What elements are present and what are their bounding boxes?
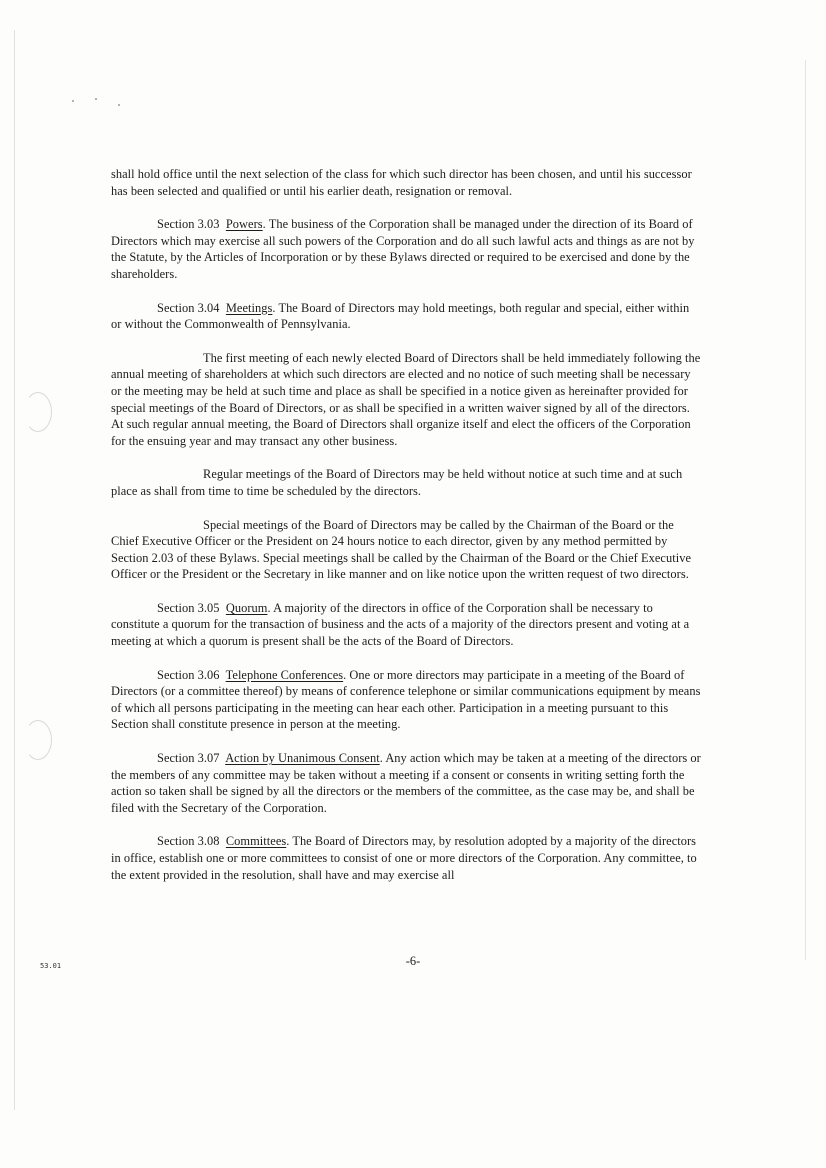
paragraph-regular-meetings (111, 466, 701, 499)
paragraph-text: The first meeting of each newly elected Board of Directors shall be held immediately following the annual meeting of shareholders at which such directors are elected and no notice of such meeting shall be necessary or the meeting may be held at such time and place as shall be specified in a notice given as hereinafter provided for special meetings of the Board of Directors, or as shall be specified in a written waiver signed by all of the directors. At such regular annual meeting, the Board of Directors shall organize itself and elect the officers of the Corporation for the ensuing year and may transact any other business. (111, 350, 701, 448)
section-heading: Quorum (225, 600, 268, 615)
paragraph-text: . The Board of Directors may, by resolution adopted by a majority of the directors in office, establish one or more committees to consist of one or more directors of the Corporation. Any committee, to the extent provided in the resolution, shall have and may exercise all (111, 834, 697, 882)
paragraph-section-3-07 (111, 750, 701, 816)
document-code: 53.01 (40, 962, 62, 970)
paragraph-text: . The business of the Corporation shall be managed under the direction of its Board of Directors which may exercise all such powers of the Corporation and do all such lawful acts and things as are not by the Statute, by the Articles of Incorporation or by these Bylaws directed or required to be exercised and done by the shareholders. (111, 217, 695, 281)
section-label: Section 3.03 (157, 217, 220, 232)
scan-speck (118, 104, 120, 106)
section-label: Section 3.04 (157, 300, 220, 315)
section-heading: Action by Unanimous Consent (225, 751, 380, 766)
paragraph-continued (111, 166, 701, 199)
paragraph-text: . A majority of the directors in office of the Corporation shall be necessary to constitute a quorum for the transaction of business and the acts of a majority of the directors present and voting at a meeting at which a quorum is present shall be the acts of the Board of Directors. (111, 600, 690, 649)
paragraph-text: shall hold office until the next selection of the class for which such director has been chosen, and until his successor has been selected and qualified or until his earlier death, resignation or removal. (111, 167, 692, 198)
section-heading: Telephone Conferences (225, 667, 344, 682)
document-body (111, 166, 701, 900)
paragraph-special-meetings (111, 517, 701, 583)
section-label: Section 3.05 (157, 600, 220, 615)
section-label: Section 3.06 (157, 667, 220, 682)
section-heading: Committees (225, 834, 287, 849)
paragraph-section-3-05 (111, 600, 701, 650)
paragraph-section-3-06 (111, 667, 701, 733)
page-number: -6- (405, 954, 421, 968)
paragraph-first-meeting (111, 350, 701, 450)
paragraph-section-3-03 (111, 216, 701, 282)
section-label: Section 3.08 (157, 834, 220, 849)
paragraph-section-3-08 (111, 833, 701, 883)
section-heading: Powers (225, 217, 263, 232)
paragraph-section-3-04 (111, 300, 701, 333)
section-heading: Meetings (225, 300, 273, 315)
paragraph-text: . The Board of Directors may hold meetings, both regular and special, either within or without the Commonwealth of Pennsylvania. (111, 300, 690, 332)
paragraph-text: . Any action which may be taken at a meeting of the directors or the members of any committee may be taken without a meeting if a consent or consents in writing setting forth the action so taken shall be signed by all the directors or the members of the committee, as the case may be, and shall be filed with the Secretary of the Corporation. (111, 751, 701, 815)
punch-hole-mark (24, 392, 52, 432)
punch-hole-mark (24, 720, 52, 760)
section-label: Section 3.07 (157, 751, 220, 766)
scan-speck (95, 98, 97, 100)
scan-edge-right (805, 60, 806, 960)
paragraph-text: . One or more directors may participate in a meeting of the Board of Directors (or a committee thereof) by means of conference telephone or similar communications equipment by means of which all persons participating in the meeting can hear each other. Participation in a meeting pursuant to this Section shall constitute presence in person at the meeting. (111, 667, 701, 732)
scan-speck (72, 100, 74, 102)
paragraph-text: Special meetings of the Board of Directors may be called by the Chairman of the Board or the Chief Executive Officer or the President on 24 hours notice to each director, given by any method permitted by Section 2.03 of these Bylaws. Special meetings shall be called by the Chairman of the Board or the Chief Executive Officer or the President or the Secretary in like manner and on like notice upon the written request of two directors. (111, 517, 691, 582)
paragraph-text: Regular meetings of the Board of Directors may be held without notice at such time and at such place as shall from time to time be scheduled by the directors. (111, 467, 683, 498)
scan-edge-left (14, 30, 15, 1110)
